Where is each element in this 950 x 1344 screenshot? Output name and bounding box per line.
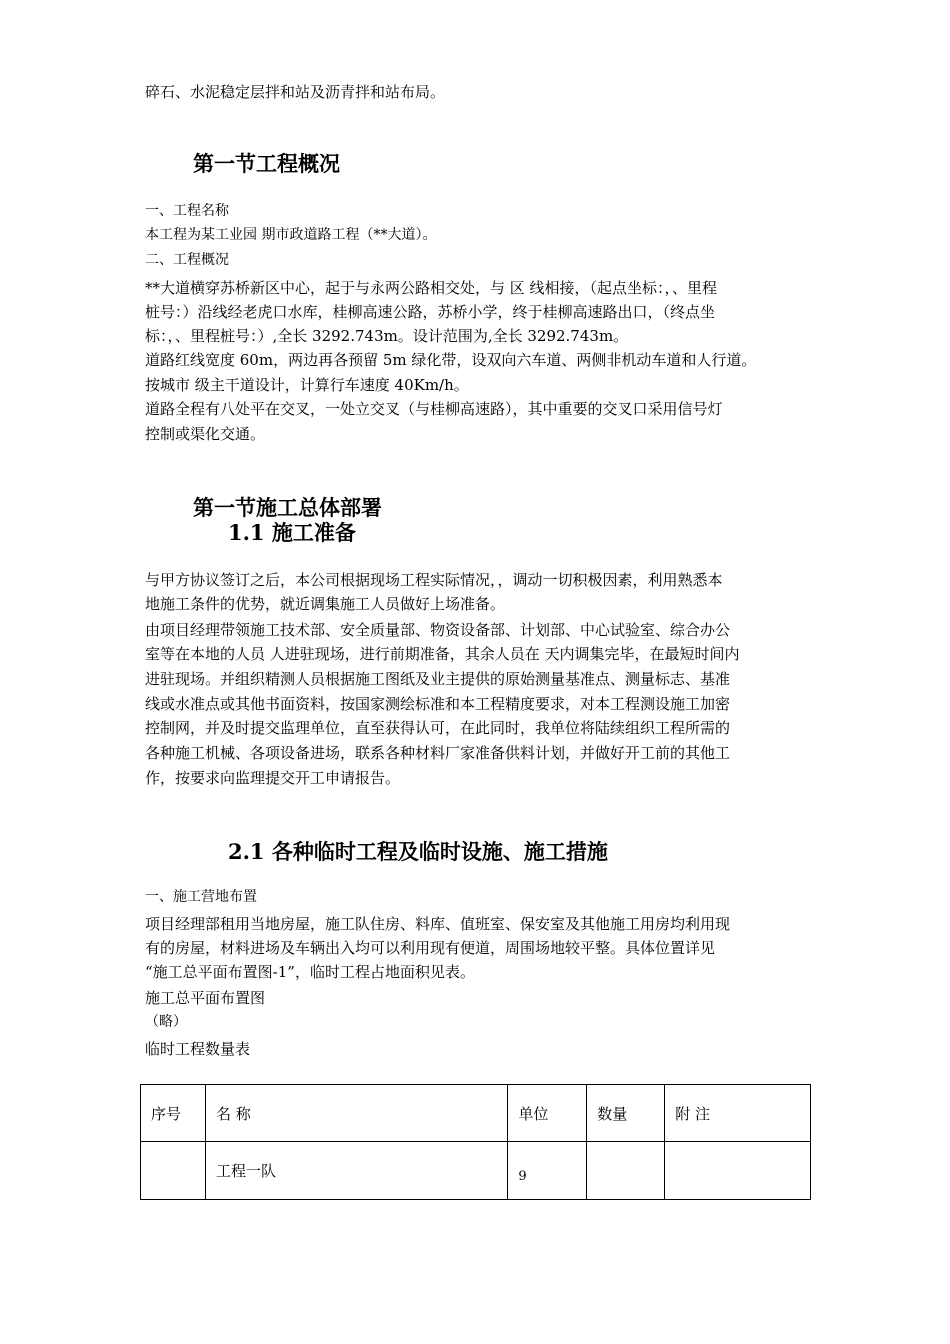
intro-line: 碎石、水泥稳定层拌和站及沥青拌和站布局。 [145,83,446,101]
header-cell-quantity: 数量 [587,1085,665,1142]
overview-para2-line2: 按城市 级主干道设计，计算行车速度 40Km/h。 [145,376,469,394]
cell-name: 工程一队 [205,1142,507,1200]
subsection-title-preparation: 1.1 施工准备 [228,520,356,545]
project-name-text: 本工程为某工业园 期市政道路工程（**大道）。 [145,227,437,243]
item-heading-camp-layout: 一、施工营地布置 [145,889,257,905]
prep-para1-line2: 地施工条件的优势，就近调集施工人员做好上场准备。 [145,595,506,613]
prep-para2-line4: 线或水准点或其他书面资料，按国家测绘标准和本工程精度要求，对本工程测设施工加密 [145,695,731,713]
cell-index [141,1142,206,1200]
camp-para-line2: 有的房屋，材料进场及车辆出入均可以利用现有便道，周围场地较平整。具体位置详见 [145,939,716,957]
section-title-temporary-works: 2.1 各种临时工程及临时设施、施工措施 [228,839,608,864]
overview-para3-line2: 控制或渠化交通。 [145,425,266,443]
header-cell-name: 名 称 [205,1085,507,1142]
header-cell-note: 附 注 [665,1085,811,1142]
overview-para1-line2: 桩号：）沿线经老虎口水库，桂柳高速公路，苏桥小学，终于桂柳高速路出口，（终点坐 [145,303,716,321]
prep-para2-line1: 由项目经理带领施工技术部、安全质量部、物资设备部、计划部、中心试验室、综合办公 [145,621,731,639]
overview-para3-line1: 道路全程有八处平在交叉，一处立交叉（与桂柳高速路），其中重要的交叉口采用信号灯 [145,400,723,418]
section-title-deployment: 第一节施工总体部署 [193,495,382,520]
overview-para1-line1: **大道横穿苏桥新区中心，起于与永两公路相交处，与 区 线相接，（起点坐标：，、里程 [145,279,718,297]
figure-label: 施工总平面布置图 [145,989,266,1007]
cell-note [665,1142,811,1200]
header-cell-index: 序号 [141,1085,206,1142]
overview-para1-line3: 标：，、里程桩号：）,全长 3292.743m。设计范围为,全长 3292.743m。 [145,327,629,345]
item-heading-project-overview: 二、工程概况 [145,252,229,268]
header-cell-unit: 单位 [508,1085,587,1142]
prep-para2-line6: 各种施工机械、各项设备进场，联系各种材料厂家准备供料计划，并做好开工前的其他工 [145,744,731,762]
temporary-works-table [140,1084,811,1200]
section-title-overview: 第一节工程概况 [193,151,340,176]
prep-para2-line2: 室等在本地的人员 人进驻现场，进行前期准备，其余人员在 天内调集完毕，在最短时间内 [145,645,740,663]
cell-quantity [587,1142,665,1200]
table-header-row [141,1085,811,1142]
table-caption: 临时工程数量表 [145,1040,251,1058]
camp-para-line1: 项目经理部租用当地房屋，施工队住房、料库、值班室、保安室及其他施工用房均利用现 [145,915,731,933]
item-heading-project-name: 一、工程名称 [145,203,229,219]
prep-para2-line3: 进驻现场。并组织精测人员根据施工图纸及业主提供的原始测量基准点、测量标志、基准 [145,670,731,688]
prep-para2-line5: 控制网，并及时提交监理单位，直至获得认可，在此同时，我单位将陆续组织工程所需的 [145,719,731,737]
figure-note: （略） [145,1014,187,1030]
camp-para-line3: “施工总平面布置图-1”，临时工程占地面积见表。 [145,963,475,981]
prep-para1-line1: 与甲方协议签订之后，本公司根据现场工程实际情况，，调动一切积极因素，利用熟悉本 [145,571,723,589]
cell-unit [508,1142,587,1200]
overview-para2-line1: 道路红线宽度 60m，两边再各预留 5m 绿化带，设双向六车道、两侧非机动车道和人行道。 [145,351,757,369]
table-row [141,1142,811,1200]
prep-para2-line7: 作，按要求向监理提交开工申请报告。 [145,769,401,787]
cell-unit-value: 9 [518,1168,527,1184]
